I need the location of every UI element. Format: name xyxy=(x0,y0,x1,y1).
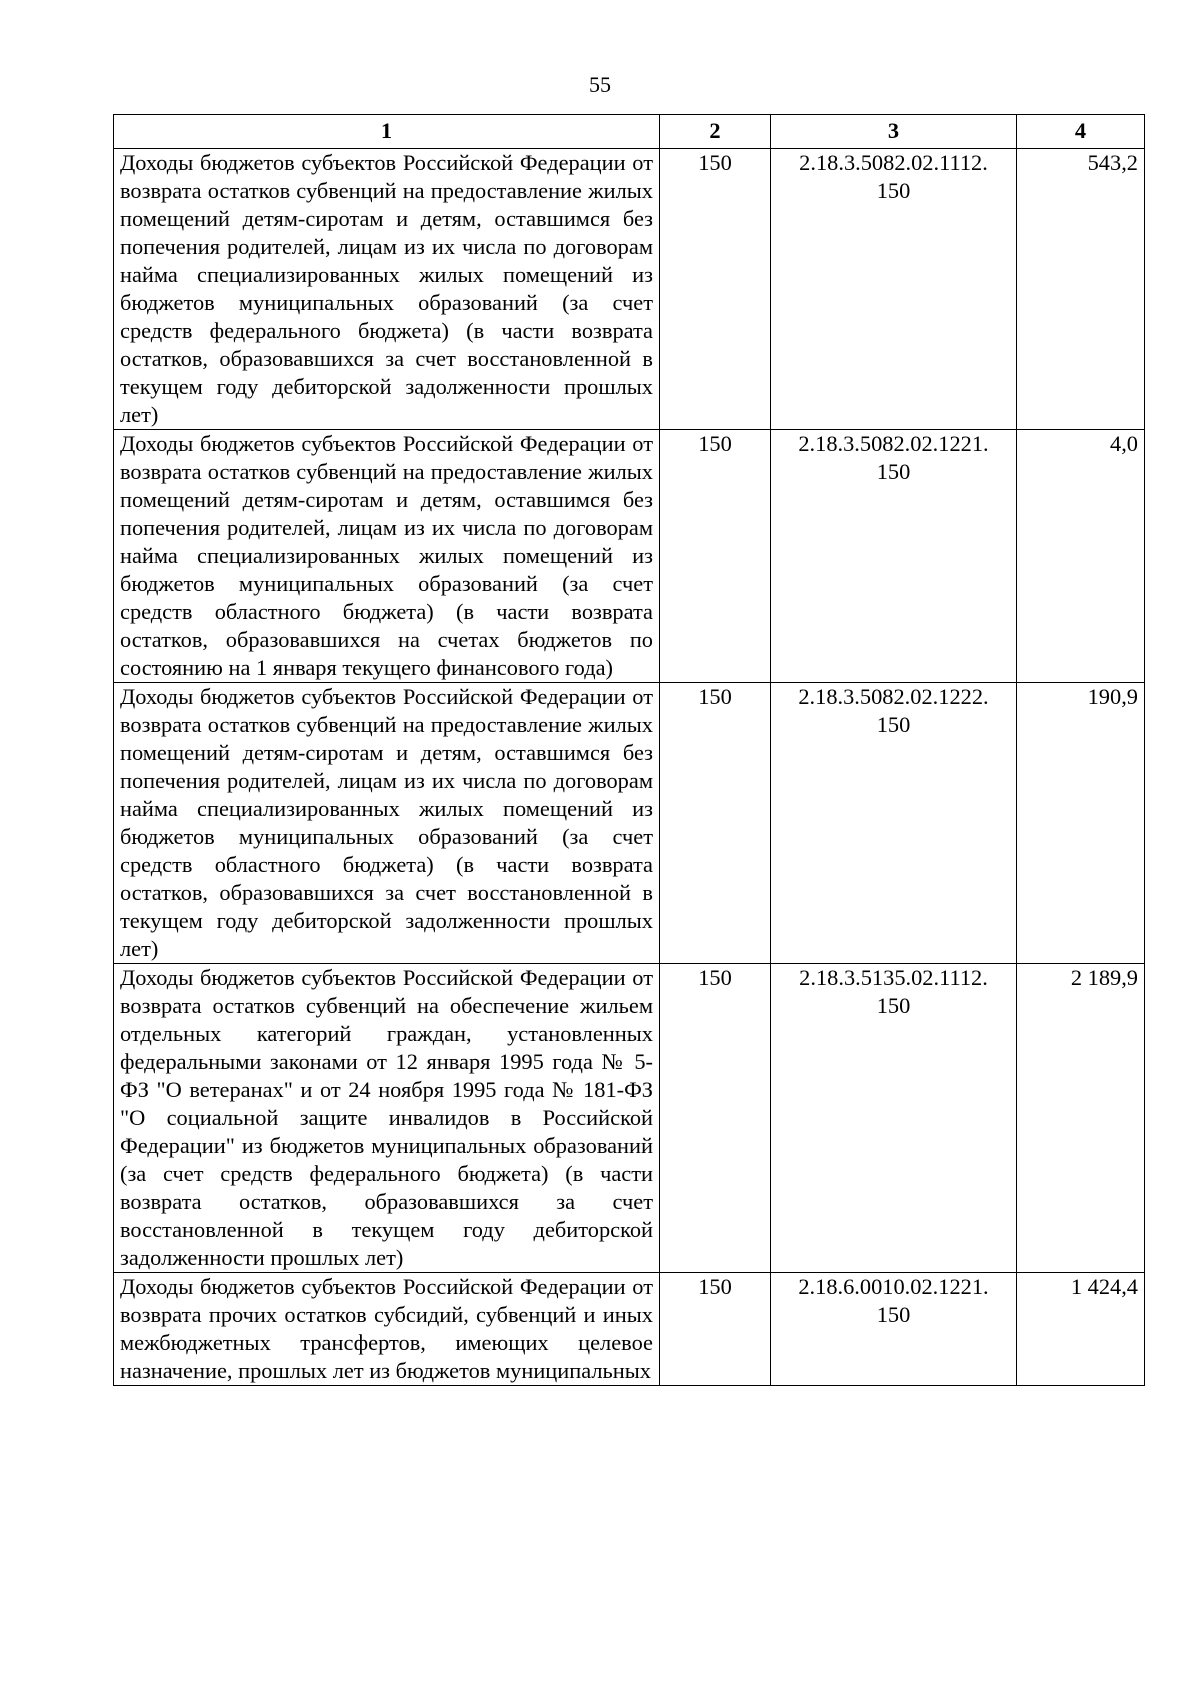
row-classification-code-line2: 150 xyxy=(876,178,911,203)
row-amount: 4,0 xyxy=(1017,430,1145,683)
column-header-2: 2 xyxy=(660,115,771,149)
row-classification-code-line2: 150 xyxy=(876,459,911,484)
row-description: Доходы бюджетов субъектов Российской Федерации от возврата остатков субвенций на обеспечение жильем отдельных категорий граждан, установленных федеральными законами от 12 января 1995 года № 5-ФЗ "О ветеранах" и от 24 ноября 1995 года № 181-ФЗ "О социальной защите инвалидов в Российской Федерации" из бюджетов муниципальных образований (за счет средств федерального бюджета) (в части возврата остатков, образовавшихся за счет восстановленной в текущем году дебиторской задолженности прошлых лет) xyxy=(114,964,660,1273)
row-description: Доходы бюджетов субъектов Российской Федерации от возврата прочих остатков субсидий, субвенций и иных межбюджетных трансфертов, имеющих целевое назначение, прошлых лет из бюджетов муниципальных xyxy=(114,1273,660,1386)
row-code: 150 xyxy=(660,430,771,683)
row-classification-code-line1: 2.18.3.5082.02.1112. xyxy=(799,150,988,175)
row-classification-code-line1: 2.18.3.5082.02.1222. xyxy=(798,684,989,709)
row-code: 150 xyxy=(660,964,771,1273)
row-amount: 1 424,4 xyxy=(1017,1273,1145,1386)
page-number: 55 xyxy=(589,72,611,97)
column-header-3: 3 xyxy=(771,115,1017,149)
row-classification-code-line1: 2.18.3.5082.02.1221. xyxy=(798,431,989,456)
row-classification-code-line1: 2.18.6.0010.02.1221. xyxy=(798,1274,989,1299)
row-classification-code xyxy=(771,1273,1017,1386)
row-classification-code xyxy=(771,964,1017,1273)
table-row xyxy=(114,683,1145,964)
row-code: 150 xyxy=(660,683,771,964)
column-header-1: 1 xyxy=(114,115,660,149)
table-row xyxy=(114,149,1145,430)
row-amount: 2 189,9 xyxy=(1017,964,1145,1273)
column-header-4: 4 xyxy=(1017,115,1145,149)
row-classification-code-line1: 2.18.3.5135.02.1112. xyxy=(799,965,988,990)
row-classification-code-line2: 150 xyxy=(876,993,911,1018)
row-code: 150 xyxy=(660,1273,771,1386)
table-row xyxy=(114,430,1145,683)
row-classification-code-line2: 150 xyxy=(876,712,911,737)
row-description: Доходы бюджетов субъектов Российской Федерации от возврата остатков субвенций на предоставление жилых помещений детям-сиротам и детям, оставшимся без попечения родителей, лицам из их числа по договорам найма специализированных жилых помещений из бюджетов муниципальных образований (за счет средств областного бюджета) (в части возврата остатков, образовавшихся за счет восстановленной в текущем году дебиторской задолженности прошлых лет) xyxy=(114,683,660,964)
row-classification-code xyxy=(771,683,1017,964)
table-header-row xyxy=(114,115,1145,149)
row-classification-code xyxy=(771,149,1017,430)
row-amount: 543,2 xyxy=(1017,149,1145,430)
table-row xyxy=(114,1273,1145,1386)
row-classification-code-line2: 150 xyxy=(876,1302,911,1327)
row-code: 150 xyxy=(660,149,771,430)
row-classification-code xyxy=(771,430,1017,683)
row-description: Доходы бюджетов субъектов Российской Федерации от возврата остатков субвенций на предоставление жилых помещений детям-сиротам и детям, оставшимся без попечения родителей, лицам из их числа по договорам найма специализированных жилых помещений из бюджетов муниципальных образований (за счет средств областного бюджета) (в части возврата остатков, образовавшихся на счетах бюджетов по состоянию на 1 января текущего финансового года) xyxy=(114,430,660,683)
row-description: Доходы бюджетов субъектов Российской Федерации от возврата остатков субвенций на предоставление жилых помещений детям-сиротам и детям, оставшимся без попечения родителей, лицам из их числа по договорам найма специализированных жилых помещений из бюджетов муниципальных образований (за счет средств федерального бюджета) (в части возврата остатков, образовавшихся за счет восстановленной в текущем году дебиторской задолженности прошлых лет) xyxy=(114,149,660,430)
table-row xyxy=(114,964,1145,1273)
budget-revenue-table xyxy=(113,114,1145,1386)
row-amount: 190,9 xyxy=(1017,683,1145,964)
